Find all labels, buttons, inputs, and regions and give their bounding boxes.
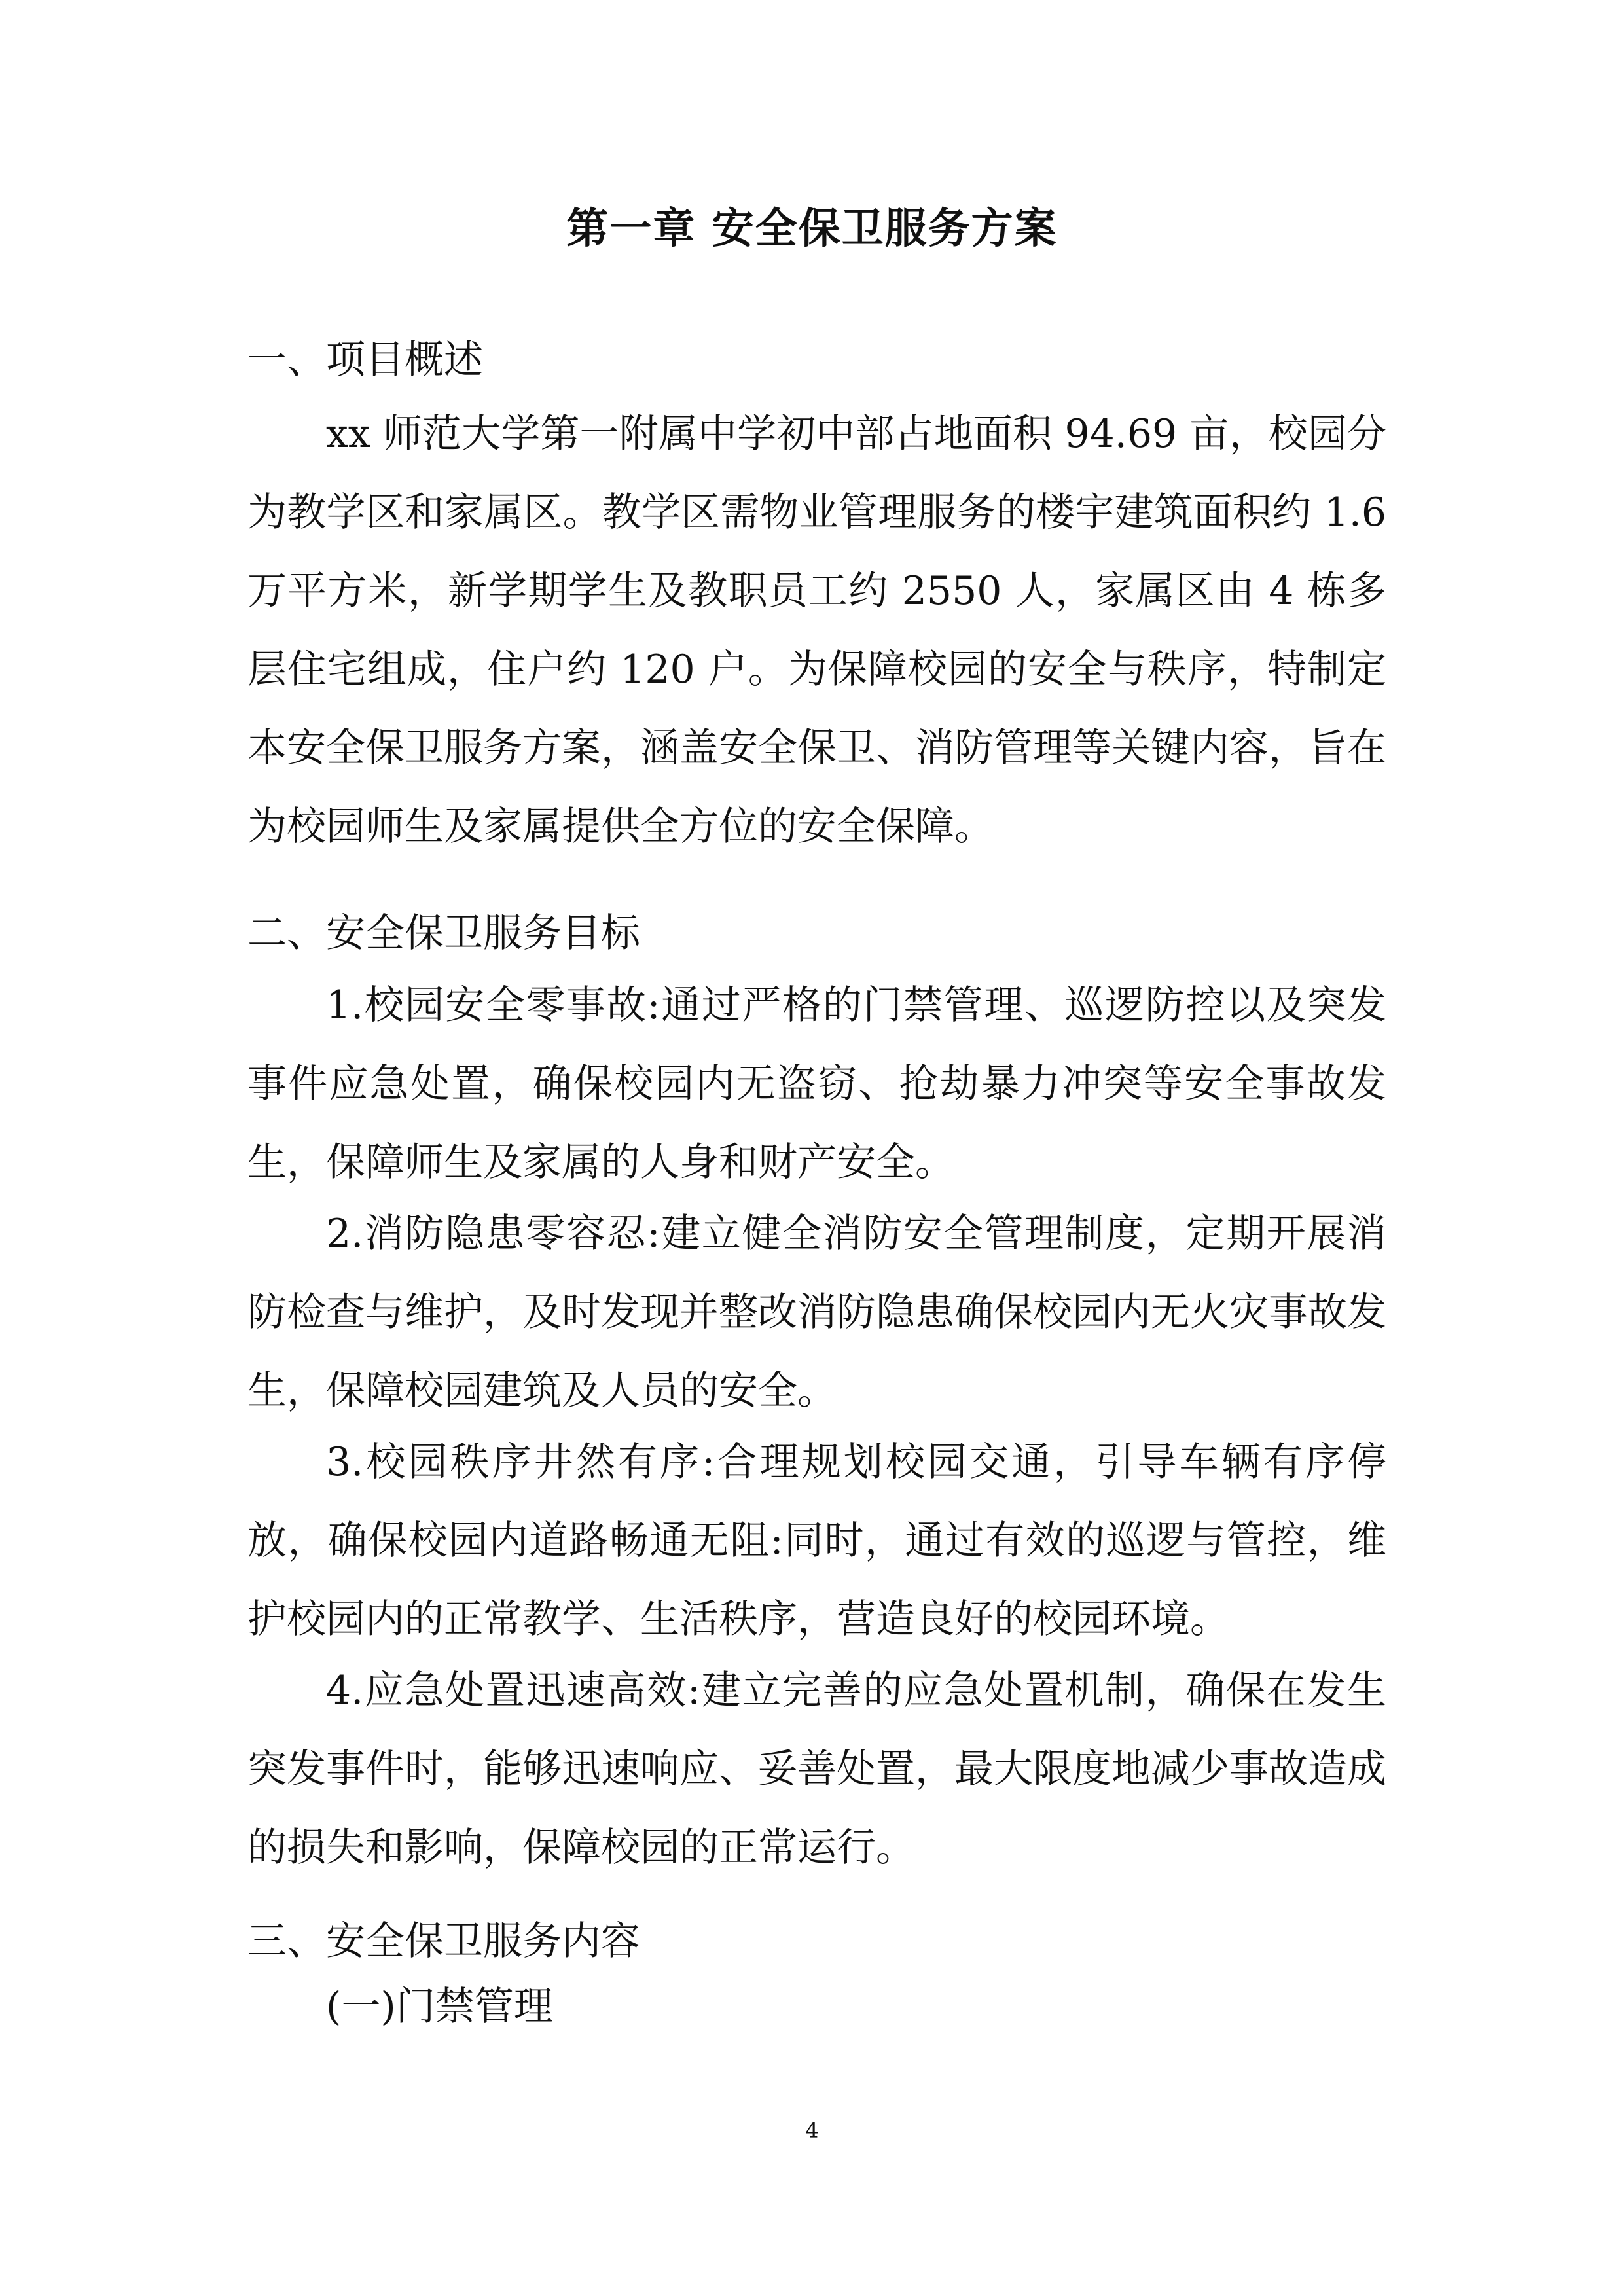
overview-paragraph: xx 师范大学第一附属中学初中部占地面积 94.69 亩，校园分为教学区和家属区。教学区需物业管理服务的楼宇建筑面积约 1.6 万平方米，新学期学生及教职员工约 2550 人，家属区由 4 栋多层住宅组成，住户约 120 户。为保障校园的安全与秩序，特制定本安全保卫服务方案，涵盖安全保卫、消防管理等关键内容，旨在为校园师生及家属提供全方位的安全保障。 [247, 411, 1386, 850]
section-heading-content: 三、安全保卫服务内容 [247, 1918, 640, 1964]
goal-item-1: 1.校园安全零事故:通过严格的门禁管理、巡逻防控以及突发事件应急处置，确保校园内无盗窃、抢劫暴力冲突等安全事故发生，保障师生及家属的人身和财产安全。 [247, 982, 1386, 1185]
goal-item-2: 2.消防隐患零容忍:建立健全消防安全管理制度，定期开展消防检查与维护，及时发现并整改消防隐患确保校园内无火灾事故发生，保障校园建筑及人员的安全。 [247, 1211, 1386, 1414]
chapter-title: 第一章 安全保卫服务方案 [566, 204, 1058, 253]
page-number: 4 [805, 2118, 819, 2143]
goal-item-3: 3.校园秩序井然有序:合理规划校园交通，引导车辆有序停放，确保校园内道路畅通无阻:同时，通过有效的巡逻与管控，维护校园内的正常教学、生活秩序，营造良好的校园环境。 [247, 1439, 1386, 1642]
goal-item-4: 4.应急处置迅速高效:建立完善的应急处置机制，确保在发生突发事件时，能够迅速响应、妥善处置，最大限度地减少事故造成的损失和影响，保障校园的正常运行。 [247, 1668, 1386, 1871]
section-heading-goals: 二、安全保卫服务目标 [247, 910, 640, 956]
section-heading-overview: 一、项目概述 [247, 337, 483, 383]
subsection-heading-access-control: (一)门禁管理 [326, 1984, 553, 2030]
